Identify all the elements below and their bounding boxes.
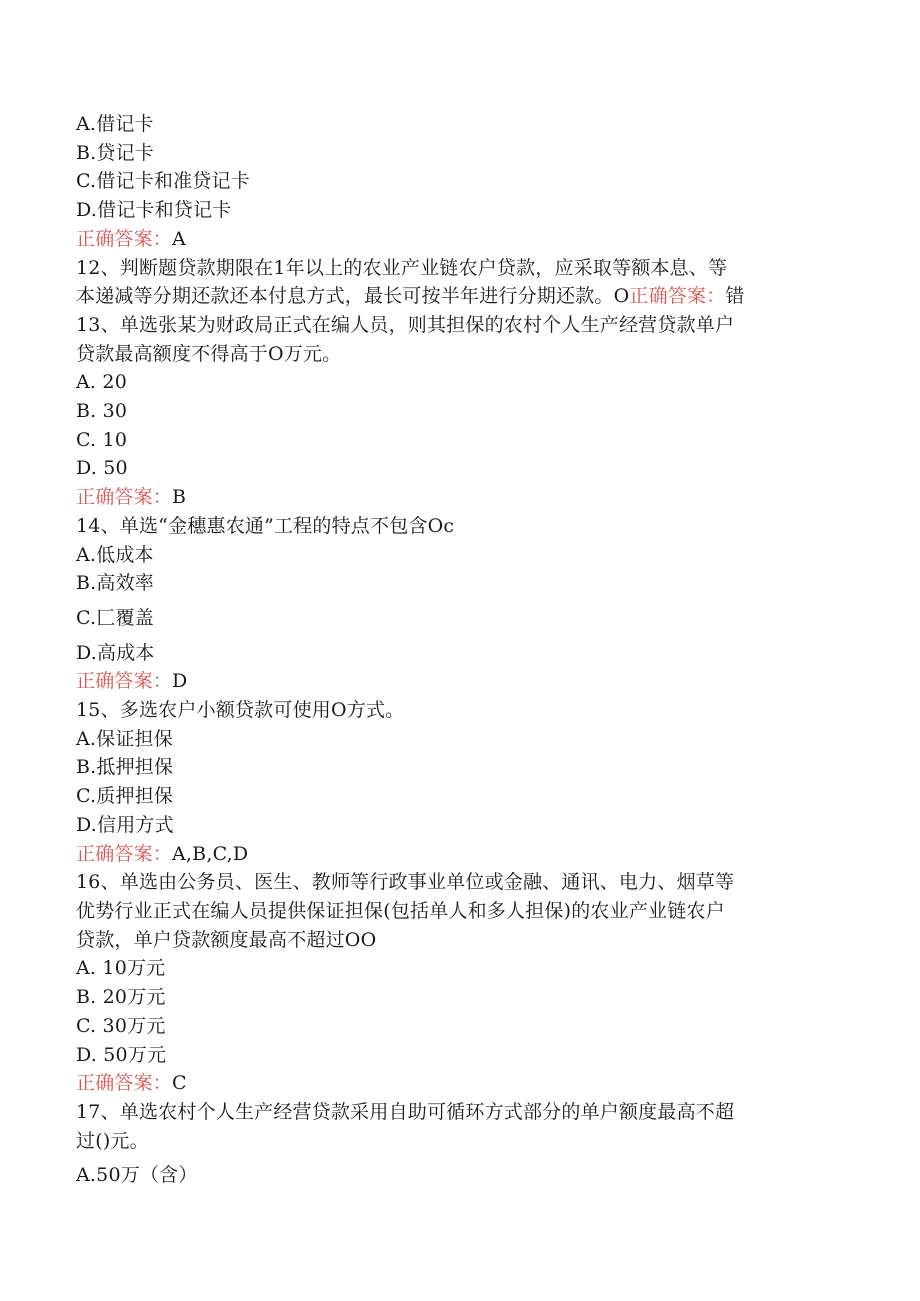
question-text: 17、单选农村个人生产经营贷款采用自助可循环方式部分的单户额度最高不超: [76, 1100, 735, 1123]
option-b: B.抵押担保: [76, 756, 174, 779]
option-b: B.贷记卡: [76, 141, 155, 164]
question-text-cont-2: 贷款，单户贷款额度最高不超过OO: [76, 928, 377, 951]
question-list: [76, 110, 846, 1190]
option-c: C. 30万元: [76, 1014, 166, 1037]
question-text: 12、判断题贷款期限在1年以上的农业产业链农户贷款，应采取等额本息、等: [76, 256, 728, 279]
question-14: [76, 512, 846, 696]
answer-line: [76, 840, 846, 869]
option-b: B. 30: [76, 400, 128, 423]
answer-inline: [629, 285, 744, 307]
question-11: [76, 110, 846, 254]
option-a: A.50万（含）: [76, 1164, 198, 1187]
answer-value: A: [172, 227, 186, 250]
answer-line: [76, 667, 846, 696]
option-a: A. 20: [76, 371, 127, 394]
answer-label: 正确答案：: [76, 227, 173, 250]
question-text: 13、单选张某为财政局正式在编人员，则其担保的农村个人生产经营贷款单户: [76, 313, 735, 336]
question-13: [76, 311, 846, 512]
question-text-tail: 本递减等分期还款还本付息方式，最长可按半年进行分期还款。O: [76, 285, 630, 308]
answer-line: [76, 225, 846, 254]
option-d: D.高成本: [76, 641, 155, 664]
answer-line: [76, 483, 846, 512]
option-d: D.信用方式: [76, 813, 174, 836]
option-c: C. 10: [76, 428, 128, 451]
option-d: D. 50万元: [76, 1043, 167, 1066]
answer-label: 正确答案：: [629, 285, 726, 308]
question-text: 16、单选由公务员、医生、教师等行政事业单位或金融、通讯、电力、烟草等: [76, 871, 735, 894]
option-c: C.借记卡和准贷记卡: [76, 170, 250, 193]
option-a: A.借记卡: [76, 113, 154, 135]
question-17: [76, 1098, 846, 1190]
question-text: 14、单选“金穗惠农通”工程的特点不包含Oc: [76, 514, 455, 537]
question-text: 15、多选农户小额贷款可使用O方式。: [76, 699, 405, 722]
question-12: [76, 254, 846, 311]
answer-value: B: [172, 486, 187, 509]
question-16: [76, 868, 846, 1098]
answer-value: A,B,C,D: [172, 842, 249, 865]
answer-label: 正确答案：: [76, 670, 173, 693]
option-d: D. 50: [76, 457, 128, 480]
option-b: B. 20万元: [76, 986, 166, 1009]
answer-value: D: [172, 670, 188, 693]
question-text-cont: [76, 282, 846, 311]
answer-value: C: [172, 1072, 187, 1095]
option-d: D.借记卡和贷记卡: [76, 199, 232, 222]
option-a: A.低成本: [76, 543, 154, 566]
option-b: B.高效率: [76, 572, 155, 595]
question-text-cont: 贷款最高额度不得高于O万元。: [76, 342, 342, 365]
question-text-cont: 优势行业正式在编人员提供保证担保(包括单人和多人担保)的农业产业链农户: [76, 899, 725, 922]
option-c: C.质押担保: [76, 785, 174, 808]
option-a: A. 10万元: [76, 957, 166, 980]
answer-label: 正确答案：: [76, 1072, 173, 1095]
answer-label: 正确答案：: [76, 486, 173, 509]
option-c: C.匚覆盖: [76, 606, 154, 629]
answer-value: 错: [725, 285, 745, 308]
answer-line: [76, 1069, 846, 1098]
question-15: [76, 696, 846, 868]
option-a: A.保证担保: [76, 727, 173, 750]
answer-label: 正确答案：: [76, 842, 173, 865]
question-text-cont: 过()元。: [76, 1129, 149, 1152]
